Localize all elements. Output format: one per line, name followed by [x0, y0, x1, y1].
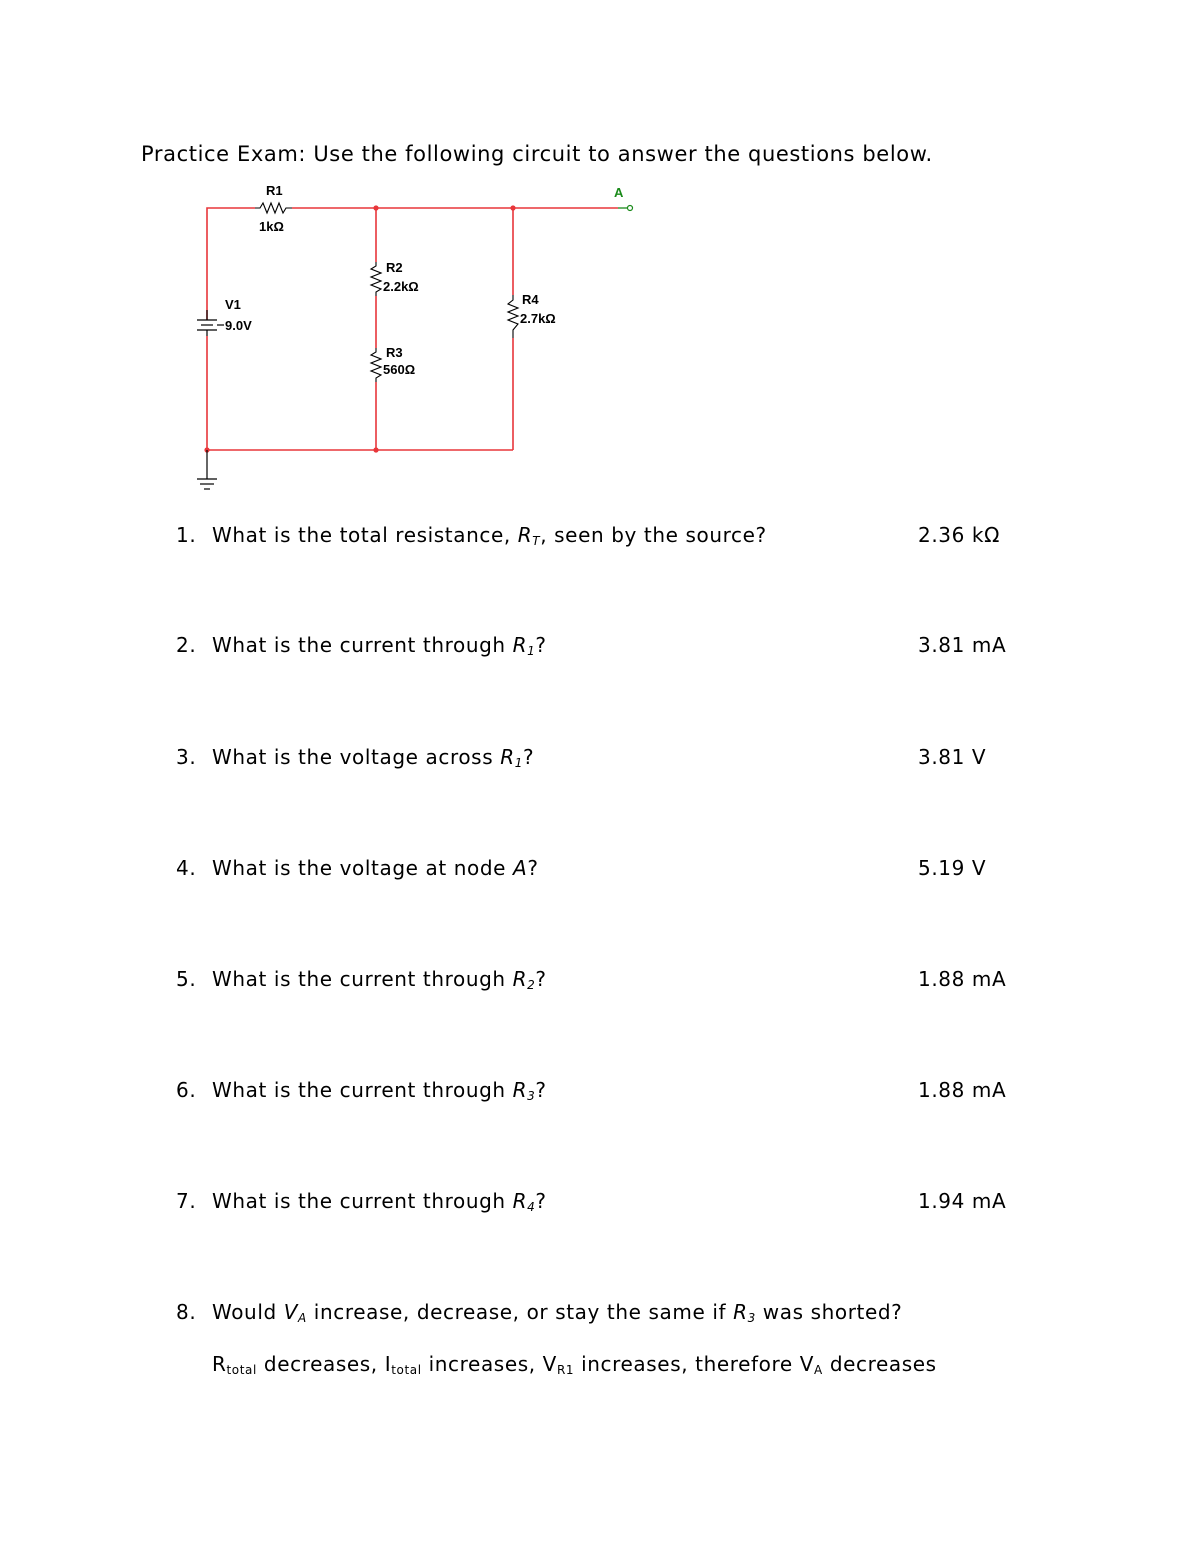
question-number: 4. [176, 856, 197, 880]
question-subscript: T [532, 534, 541, 548]
answer-3: 3.81 V [918, 745, 987, 769]
question-symbol: R [512, 1189, 528, 1213]
question-symbol-2: R [733, 1300, 748, 1324]
question-subscript: 1 [514, 756, 523, 770]
question-4 [176, 856, 539, 880]
question-1 [176, 523, 767, 548]
explanation-text: decreases, I [256, 1352, 392, 1376]
r3-name-label: R3 [386, 345, 403, 360]
question-number: 2. [176, 633, 197, 657]
question-number: 5. [176, 967, 197, 991]
question-text: What is the total resistance, [212, 523, 518, 547]
junction-dot [373, 447, 378, 452]
question-5 [176, 967, 547, 992]
page-title: Practice Exam: Use the following circuit to answer the questions below. [141, 142, 933, 166]
question-text-end: ? [535, 633, 547, 657]
question-symbol: R [512, 633, 528, 657]
question-symbol: R [500, 745, 515, 769]
question-number: 7. [176, 1189, 197, 1213]
battery-symbol [197, 310, 224, 336]
answer-4: 5.19 V [918, 856, 987, 880]
explanation-subscript: A [814, 1363, 823, 1377]
wires [207, 208, 618, 450]
explanation-text: decreases [822, 1352, 937, 1376]
explanation-text: R [212, 1352, 227, 1376]
explanation-text: increases, therefore V [574, 1352, 815, 1376]
question-number: 6. [176, 1078, 197, 1102]
question-symbol: R [517, 523, 533, 547]
answer-5: 1.88 mA [918, 967, 1007, 991]
question-2 [176, 633, 547, 658]
question-text: What is the current through [212, 967, 513, 991]
question-text-end: ? [535, 967, 547, 991]
question-symbol: A [513, 856, 528, 880]
question-number: 3. [176, 745, 197, 769]
question-subscript: A [298, 1311, 307, 1325]
question-symbol: V [283, 1300, 299, 1324]
junction-dot [373, 205, 378, 210]
question-symbol: R [512, 967, 528, 991]
question-subscript-2: 3 [747, 1311, 756, 1325]
question-text-end: ? [535, 1078, 547, 1102]
question-8 [176, 1300, 902, 1325]
r3-resistor-symbol [371, 348, 381, 382]
answer-6: 1.88 mA [918, 1078, 1007, 1102]
r2-resistor-symbol [371, 262, 381, 296]
question-text-end: ? [535, 1189, 547, 1213]
question-subscript: 3 [527, 1089, 536, 1103]
question-subscript: 2 [527, 978, 536, 992]
question-text: What is the current through [212, 633, 513, 657]
question-text: What is the voltage across [212, 745, 501, 769]
question-text: What is the current through [212, 1189, 513, 1213]
answer-8-explanation [212, 1352, 937, 1377]
node-a-terminal-icon [628, 206, 633, 211]
r2-name-label: R2 [386, 260, 403, 275]
r2-value-label: 2.2kΩ [383, 279, 419, 294]
question-text-end: was shorted? [755, 1300, 903, 1324]
question-subscript: 1 [527, 644, 536, 658]
question-6 [176, 1078, 547, 1103]
question-number: 1. [176, 523, 197, 547]
answer-7: 1.94 mA [918, 1189, 1007, 1213]
explanation-text: increases, V [421, 1352, 557, 1376]
question-text: What is the current through [212, 1078, 513, 1102]
v1-value-label: 9.0V [225, 318, 252, 333]
question-3 [176, 745, 534, 770]
answer-2: 3.81 mA [918, 633, 1007, 657]
circuit-diagram [0, 0, 1200, 520]
question-subscript: 4 [527, 1200, 536, 1214]
junction-dot [510, 205, 515, 210]
question-text-end: ? [522, 745, 535, 769]
explanation-subscript: total [391, 1363, 422, 1377]
question-number: 8. [176, 1300, 197, 1324]
question-text-end: ? [527, 856, 539, 880]
node-a-label: A [614, 185, 624, 200]
v1-name-label: V1 [225, 297, 241, 312]
question-text: What is the voltage at node [212, 856, 514, 880]
r1-name-label: R1 [266, 183, 283, 198]
r4-resistor-symbol [508, 295, 518, 338]
question-text: Would [212, 1300, 284, 1324]
explanation-subscript: R1 [556, 1363, 575, 1377]
r1-value-label: 1kΩ [259, 219, 284, 234]
question-7 [176, 1189, 547, 1214]
r3-value-label: 560Ω [383, 362, 416, 377]
answer-1: 2.36 kΩ [918, 523, 1000, 547]
r1-resistor-symbol [255, 203, 292, 213]
question-text-end: , seen by the source? [540, 523, 767, 547]
explanation-subscript: total [226, 1363, 257, 1377]
question-text-middle: increase, decrease, or stay the same if [306, 1300, 734, 1324]
question-symbol: R [512, 1078, 528, 1102]
r4-name-label: R4 [522, 292, 539, 307]
ground-icon [197, 450, 217, 489]
r4-value-label: 2.7kΩ [520, 311, 556, 326]
